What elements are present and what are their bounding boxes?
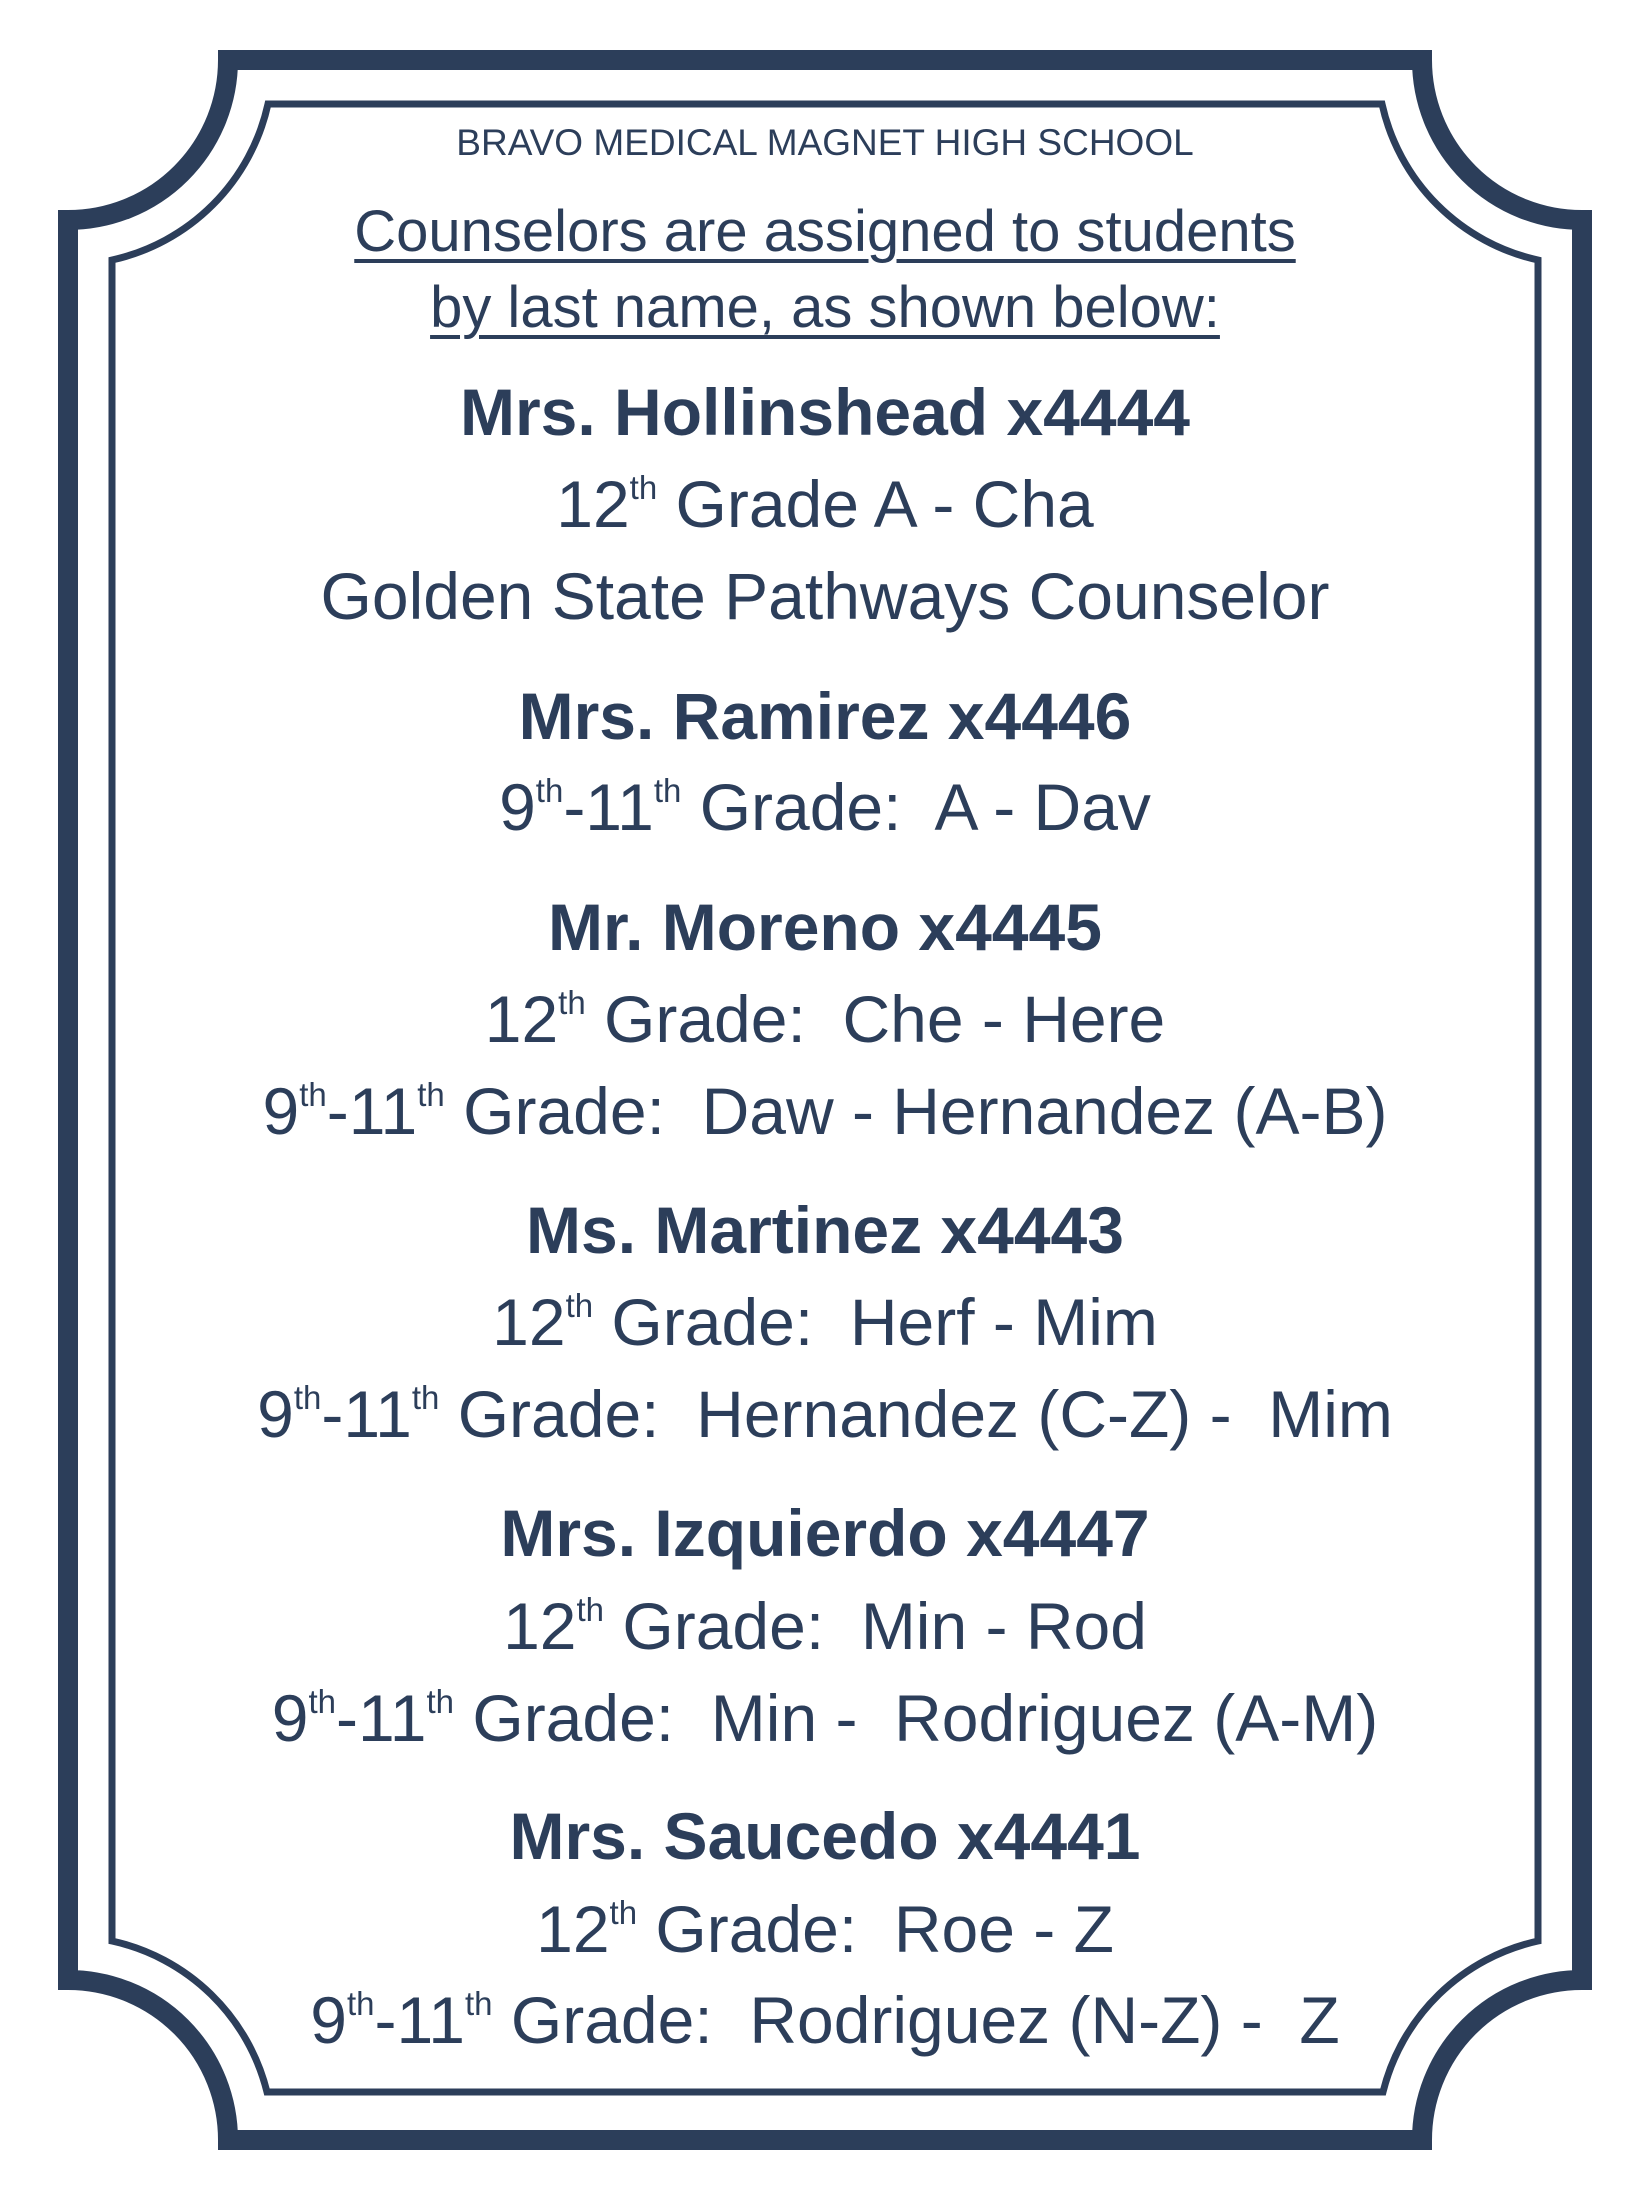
- assignment-line: [0, 1285, 1650, 1359]
- grade-number: 9: [271, 1681, 309, 1755]
- ordinal-suffix: th: [346, 1984, 375, 2022]
- assignment-range: Grade: Che - Here: [585, 982, 1166, 1056]
- page-title-line-1: Counselors are assigned to students: [354, 199, 1296, 264]
- grade-number: -11: [374, 1983, 466, 2057]
- grade-number: -11: [335, 1681, 427, 1755]
- grade-number: -11: [326, 1074, 418, 1148]
- grade-number: 12: [492, 1285, 566, 1359]
- ordinal-suffix: th: [535, 771, 564, 809]
- grade-number: 12: [484, 982, 559, 1056]
- assignment-range: Grade: Roe - Z: [637, 1892, 1114, 1966]
- ordinal-suffix: th: [558, 983, 586, 1021]
- counselor-name: Mrs. Izquierdo x4447: [500, 1496, 1150, 1570]
- assignment-line: [0, 1074, 1650, 1148]
- school-name: BRAVO MEDICAL MAGNET HIGH SCHOOL: [456, 122, 1194, 163]
- grade-number: 12: [556, 467, 630, 541]
- counselor-name: Ms. Martinez x4443: [526, 1193, 1124, 1267]
- grade-number: -11: [321, 1377, 412, 1451]
- ordinal-suffix: th: [426, 1682, 455, 1720]
- assignment-line: [0, 467, 1650, 541]
- assignment-line: [0, 1589, 1650, 1663]
- counselor-name: Mrs. Ramirez x4446: [518, 679, 1132, 753]
- grade-number: 9: [499, 770, 536, 844]
- ordinal-suffix: th: [609, 1893, 638, 1931]
- assignment-line: [0, 982, 1650, 1056]
- grade-number: 9: [262, 1074, 300, 1148]
- ordinal-suffix: th: [653, 771, 682, 809]
- ordinal-suffix: th: [465, 1984, 493, 2022]
- ordinal-suffix: th: [417, 1075, 445, 1113]
- assignment-line: [0, 1377, 1650, 1451]
- ordinal-suffix: th: [308, 1682, 336, 1720]
- assignment-range: Grade: Rodriguez (N-Z) - Z: [492, 1983, 1340, 2057]
- assignment-line: [0, 1892, 1650, 1966]
- assignment-range: Grade: Min - Rodriguez (A-M): [454, 1681, 1379, 1755]
- ordinal-suffix: th: [299, 1075, 327, 1113]
- assignment-range: Grade: Herf - Mim: [593, 1285, 1158, 1359]
- assignment-range: Grade: Min - Rod: [604, 1589, 1147, 1663]
- counselor-name: Mrs. Hollinshead x4444: [460, 375, 1190, 449]
- assignment-range: Grade: Hernandez (C-Z) - Mim: [439, 1377, 1393, 1451]
- page-title-line-2: by last name, as shown below:: [430, 275, 1220, 340]
- ordinal-suffix: th: [629, 468, 658, 506]
- grade-number: 9: [257, 1377, 294, 1451]
- ordinal-suffix: th: [576, 1590, 605, 1628]
- counselor-name: Mr. Moreno x4445: [548, 890, 1102, 964]
- assignment-range: Grade: Daw - Hernandez (A-B): [444, 1074, 1388, 1148]
- ordinal-suffix: th: [565, 1286, 594, 1324]
- assignment-range: Grade A - Cha: [657, 467, 1094, 541]
- grade-number: 9: [310, 1983, 347, 2057]
- assignment-line: [0, 1983, 1650, 2057]
- grade-number: -11: [563, 770, 654, 844]
- counselor-name: Mrs. Saucedo x4441: [509, 1799, 1141, 1873]
- ordinal-suffix: th: [293, 1378, 322, 1416]
- grade-number: 12: [536, 1892, 610, 1966]
- assignment-line: [0, 1681, 1650, 1755]
- grade-number: 12: [503, 1589, 577, 1663]
- assignment-line: [0, 770, 1650, 844]
- ordinal-suffix: th: [411, 1378, 440, 1416]
- counselor-role: Golden State Pathways Counselor: [320, 559, 1330, 633]
- assignment-range: Grade: A - Dav: [681, 770, 1151, 844]
